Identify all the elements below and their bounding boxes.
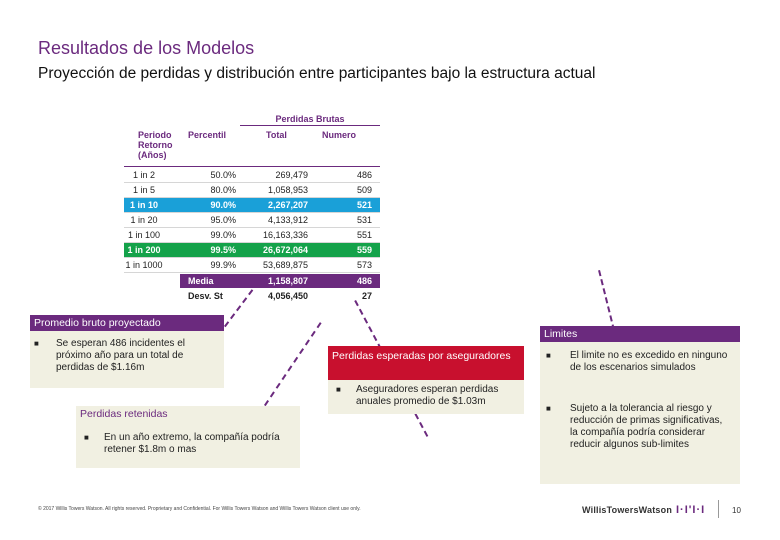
group-header: Perdidas Brutas — [240, 114, 380, 126]
company-logo: WillisTowersWatson — [582, 505, 673, 515]
summary-numero: 27 — [361, 291, 372, 301]
page-subtitle: Proyección de perdidas y distribución entre participantes bajo la estructura actual — [38, 65, 596, 82]
connector-line — [264, 322, 322, 406]
table-row — [124, 228, 380, 243]
cell-percentile: 50.0% — [210, 170, 236, 180]
footer-divider — [718, 500, 719, 518]
cell-numero: 521 — [356, 200, 372, 210]
summary-total: 4,056,450 — [267, 291, 308, 301]
col-header-total: Total — [266, 130, 287, 140]
cell-period: 1 in 10 — [129, 200, 158, 210]
cell-total: 2,267,207 — [267, 200, 308, 210]
cell-period: 1 in 20 — [130, 215, 158, 225]
cell-total: 269,479 — [275, 170, 308, 180]
bullet-text: En un año extremo, la compañía podría retener $1.8m o mas — [104, 432, 280, 455]
connector-line — [598, 270, 615, 331]
cell-percentile: 99.9% — [210, 260, 236, 270]
bullet-icon: ■ — [34, 339, 39, 348]
cell-percentile: 99.5% — [210, 245, 236, 255]
cell-total: 26,672,064 — [262, 245, 308, 255]
bullet-text: El limite no es excedido en ninguno de los escenarios simulados — [570, 350, 728, 373]
bullet-text: Aseguradores esperan perdidas anuales promedio de $1.03m — [356, 384, 499, 407]
summary-row-media — [180, 274, 380, 288]
copyright-text: © 2017 Willis Towers Watson. All rights reserved. Proprietary and Confidential. For Willis Towers Watson and Willis Towers Watson client use only. — [38, 506, 361, 512]
bullet-icon: ■ — [546, 351, 551, 360]
cell-numero: 551 — [356, 230, 372, 240]
retenidas-heading: Perdidas retenidas — [80, 408, 168, 420]
bullet-icon: ■ — [546, 404, 551, 413]
promedio-heading: Promedio bruto proyectado — [30, 315, 224, 331]
col-header-percentile: Percentil — [188, 130, 227, 140]
col-header-period: Periodo Retorno (Años) — [138, 130, 173, 160]
bullet-text: Sujeto a la tolerancia al riesgo y reducción de primas significativas, la compañía podría considerar reducir algunos sub-limites — [570, 403, 723, 450]
table-row — [124, 198, 380, 213]
cell-numero: 486 — [356, 170, 372, 180]
cell-numero: 559 — [356, 245, 372, 255]
page-number: 10 — [732, 506, 741, 515]
limites-heading: Limites — [540, 326, 740, 342]
cell-percentile: 80.0% — [210, 185, 236, 195]
table-row — [124, 213, 380, 228]
cell-total: 1,058,953 — [267, 185, 308, 195]
cell-numero: 509 — [356, 185, 372, 195]
table-row — [124, 243, 380, 258]
cell-total: 53,689,875 — [262, 260, 308, 270]
page-title: Resultados de los Modelos — [38, 38, 255, 58]
summary-numero: 486 — [356, 276, 372, 286]
bullet-icon: ■ — [84, 433, 89, 442]
summary-label: Desv. St — [188, 291, 223, 301]
cell-percentile: 90.0% — [210, 200, 236, 210]
table-row — [124, 168, 380, 183]
cell-total: 16,163,336 — [262, 230, 308, 240]
summary-label: Media — [188, 276, 214, 286]
summary-row-desv — [180, 289, 380, 303]
bullet-text: Se esperan 486 incidentes el próximo año para un total de perdidas de $1.16m — [56, 338, 185, 373]
col-header-numero: Numero — [322, 130, 357, 140]
logo-mark-icon: I·I'I·I — [676, 504, 706, 516]
cell-period: 1 in 5 — [132, 185, 156, 195]
cell-period: 1 in 1000 — [125, 260, 163, 270]
cell-period: 1 in 100 — [127, 230, 161, 240]
cell-total: 4,133,912 — [267, 215, 308, 225]
aseguradores-heading: Perdidas esperadas por aseguradores — [328, 346, 524, 380]
cell-period: 1 in 200 — [127, 245, 161, 255]
table-row — [124, 258, 380, 273]
cell-numero: 573 — [356, 260, 372, 270]
cell-percentile: 95.0% — [210, 215, 236, 225]
cell-percentile: 99.0% — [210, 230, 236, 240]
bullet-icon: ■ — [336, 385, 341, 394]
summary-total: 1,158,807 — [267, 276, 308, 286]
header-divider — [124, 166, 380, 167]
cell-numero: 531 — [356, 215, 372, 225]
table-row — [124, 183, 380, 198]
cell-period: 1 in 2 — [132, 170, 156, 180]
